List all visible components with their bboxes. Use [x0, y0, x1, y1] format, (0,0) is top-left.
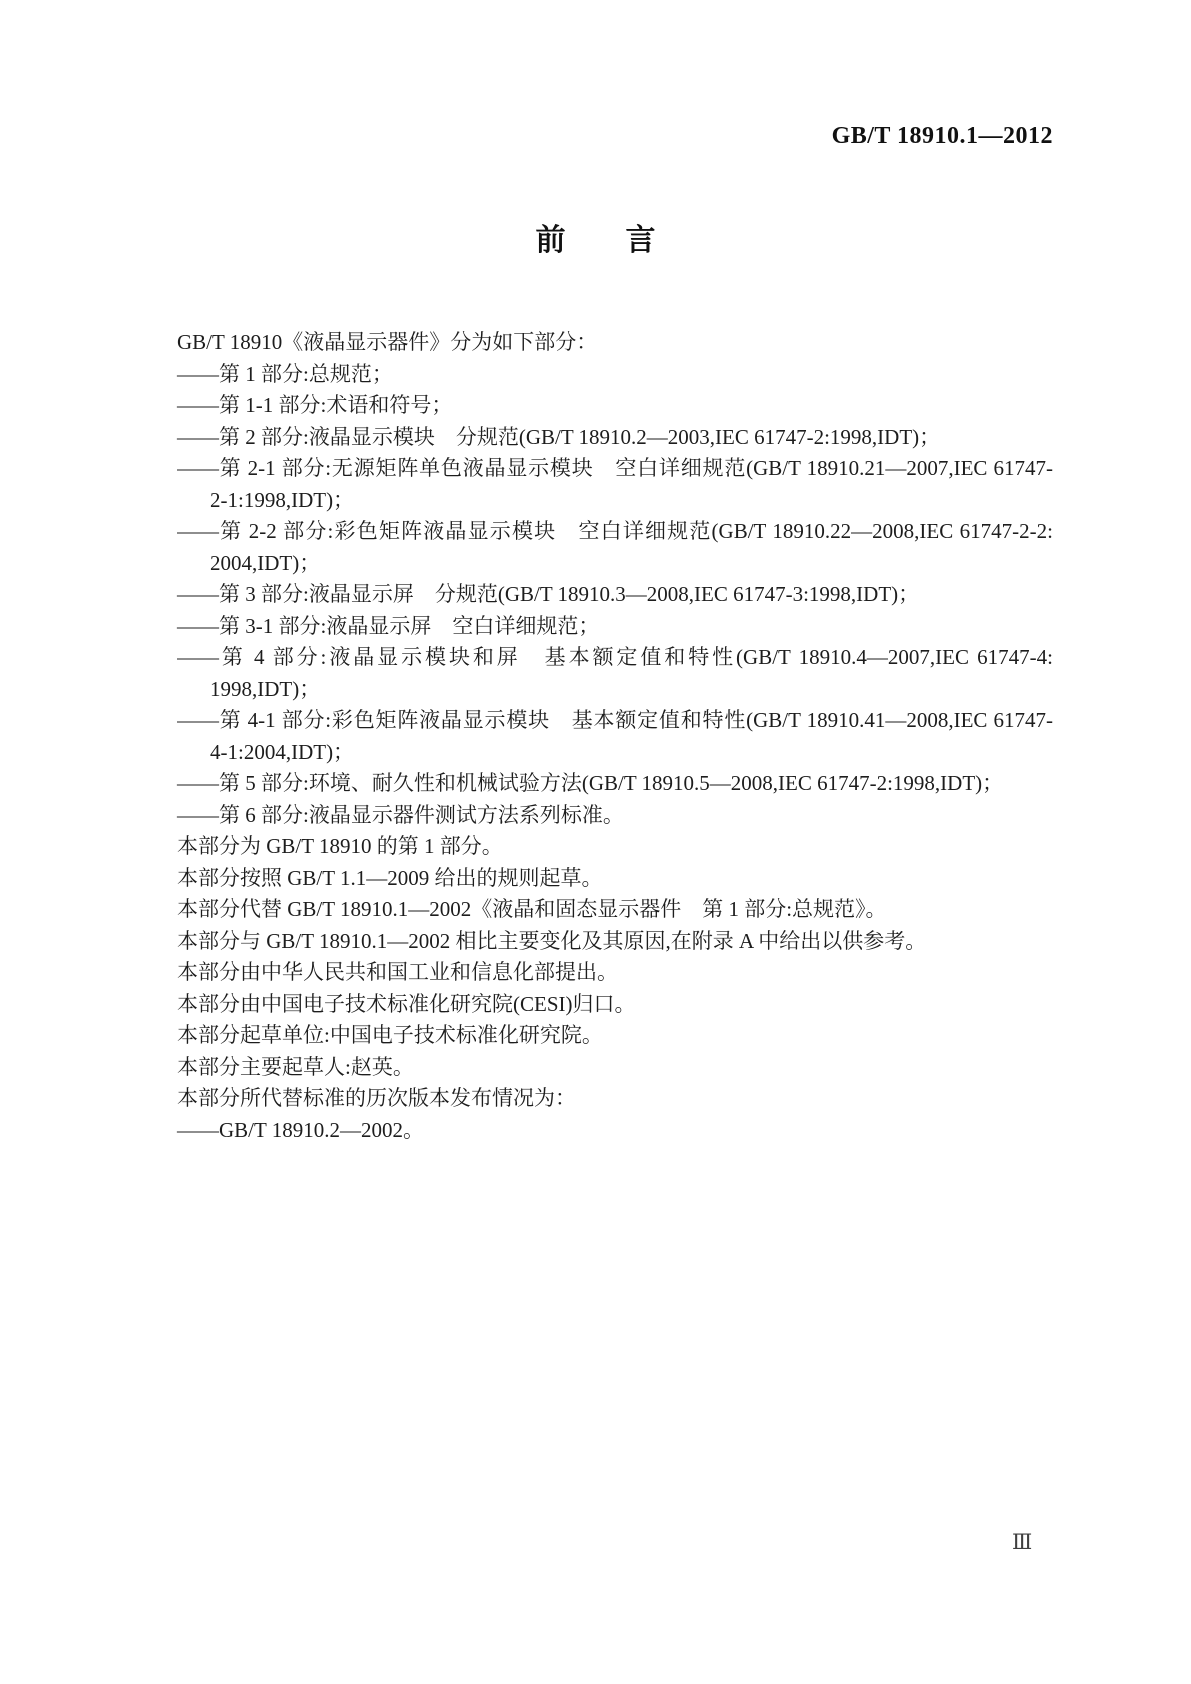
- text-line: 本部分代替 GB/T 18910.1—2002《液晶和固态显示器件 第 1 部分:总规范》。: [177, 897, 887, 921]
- text-line: 本部分由中华人民共和国工业和信息化部提出。: [177, 960, 618, 984]
- page-number: Ⅲ: [1012, 1530, 1033, 1554]
- text-line: 本部分按照 GB/T 1.1—2009 给出的规则起草。: [177, 865, 603, 890]
- text-line: 本部分由中国电子技术标准化研究院(CESI)归口。: [177, 991, 636, 1016]
- text-line: 2-1:1998,IDT)；: [210, 487, 355, 512]
- text-line: 本部分起草单位:中国电子技术标准化研究院。: [177, 1023, 603, 1047]
- text-line: 本部分所代替标准的历次版本发布情况为：: [177, 1086, 576, 1110]
- page-title: 前 言: [535, 224, 656, 257]
- text-line: ——第 4 部分:液晶显示模块和屏 基本额定值和特性(GB/T 18910.4—2007,IEC 61747-4:: [177, 645, 1053, 669]
- text-line: ——第 6 部分:液晶显示器件测试方法系列标准。: [177, 802, 624, 827]
- text-line: 本部分与 GB/T 18910.1—2002 相比主要变化及其原因,在附录 A 中给出以供参考。: [177, 928, 927, 953]
- foreword-body: [177, 327, 1053, 1146]
- text-line: ——第 3 部分:液晶显示屏 分规范(GB/T 18910.3—2008,IEC 61747-3:1998,IDT)；: [177, 582, 920, 606]
- standard-number: GB/T 18910.1—2012: [831, 123, 1053, 149]
- text-line: ——第 4-1 部分:彩色矩阵液晶显示模块 基本额定值和特性(GB/T 18910.41—2008,IEC 61747-: [177, 708, 1053, 732]
- text-line: ——第 1-1 部分:术语和符号；: [177, 393, 453, 417]
- text-line: 本部分主要起草人:赵英。: [177, 1054, 414, 1079]
- text-line: ——第 5 部分:环境、耐久性和机械试验方法(GB/T 18910.5—2008,IEC 61747-2:1998,IDT)；: [177, 771, 1004, 795]
- text-line: 本部分为 GB/T 18910 的第 1 部分。: [177, 834, 503, 858]
- text-line: ——第 3-1 部分:液晶显示屏 空白详细规范；: [177, 613, 600, 638]
- text-line: ——第 1 部分:总规范；: [177, 361, 393, 386]
- text-line: GB/T 18910《液晶显示器件》分为如下部分：: [177, 330, 598, 354]
- text-line: ——GB/T 18910.2—2002。: [177, 1117, 424, 1142]
- text-line: ——第 2-1 部分:无源矩阵单色液晶显示模块 空白详细规范(GB/T 18910.21—2007,IEC 61747-: [177, 456, 1053, 480]
- text-line: 1998,IDT)；: [210, 676, 321, 701]
- text-line: ——第 2 部分:液晶显示模块 分规范(GB/T 18910.2—2003,IEC 61747-2:1998,IDT)；: [177, 424, 941, 449]
- text-line: 2004,IDT)；: [210, 550, 321, 575]
- text-line: ——第 2-2 部分:彩色矩阵液晶显示模块 空白详细规范(GB/T 18910.22—2008,IEC 61747-2-2:: [177, 519, 1053, 543]
- text-line: 4-1:2004,IDT)；: [210, 739, 355, 764]
